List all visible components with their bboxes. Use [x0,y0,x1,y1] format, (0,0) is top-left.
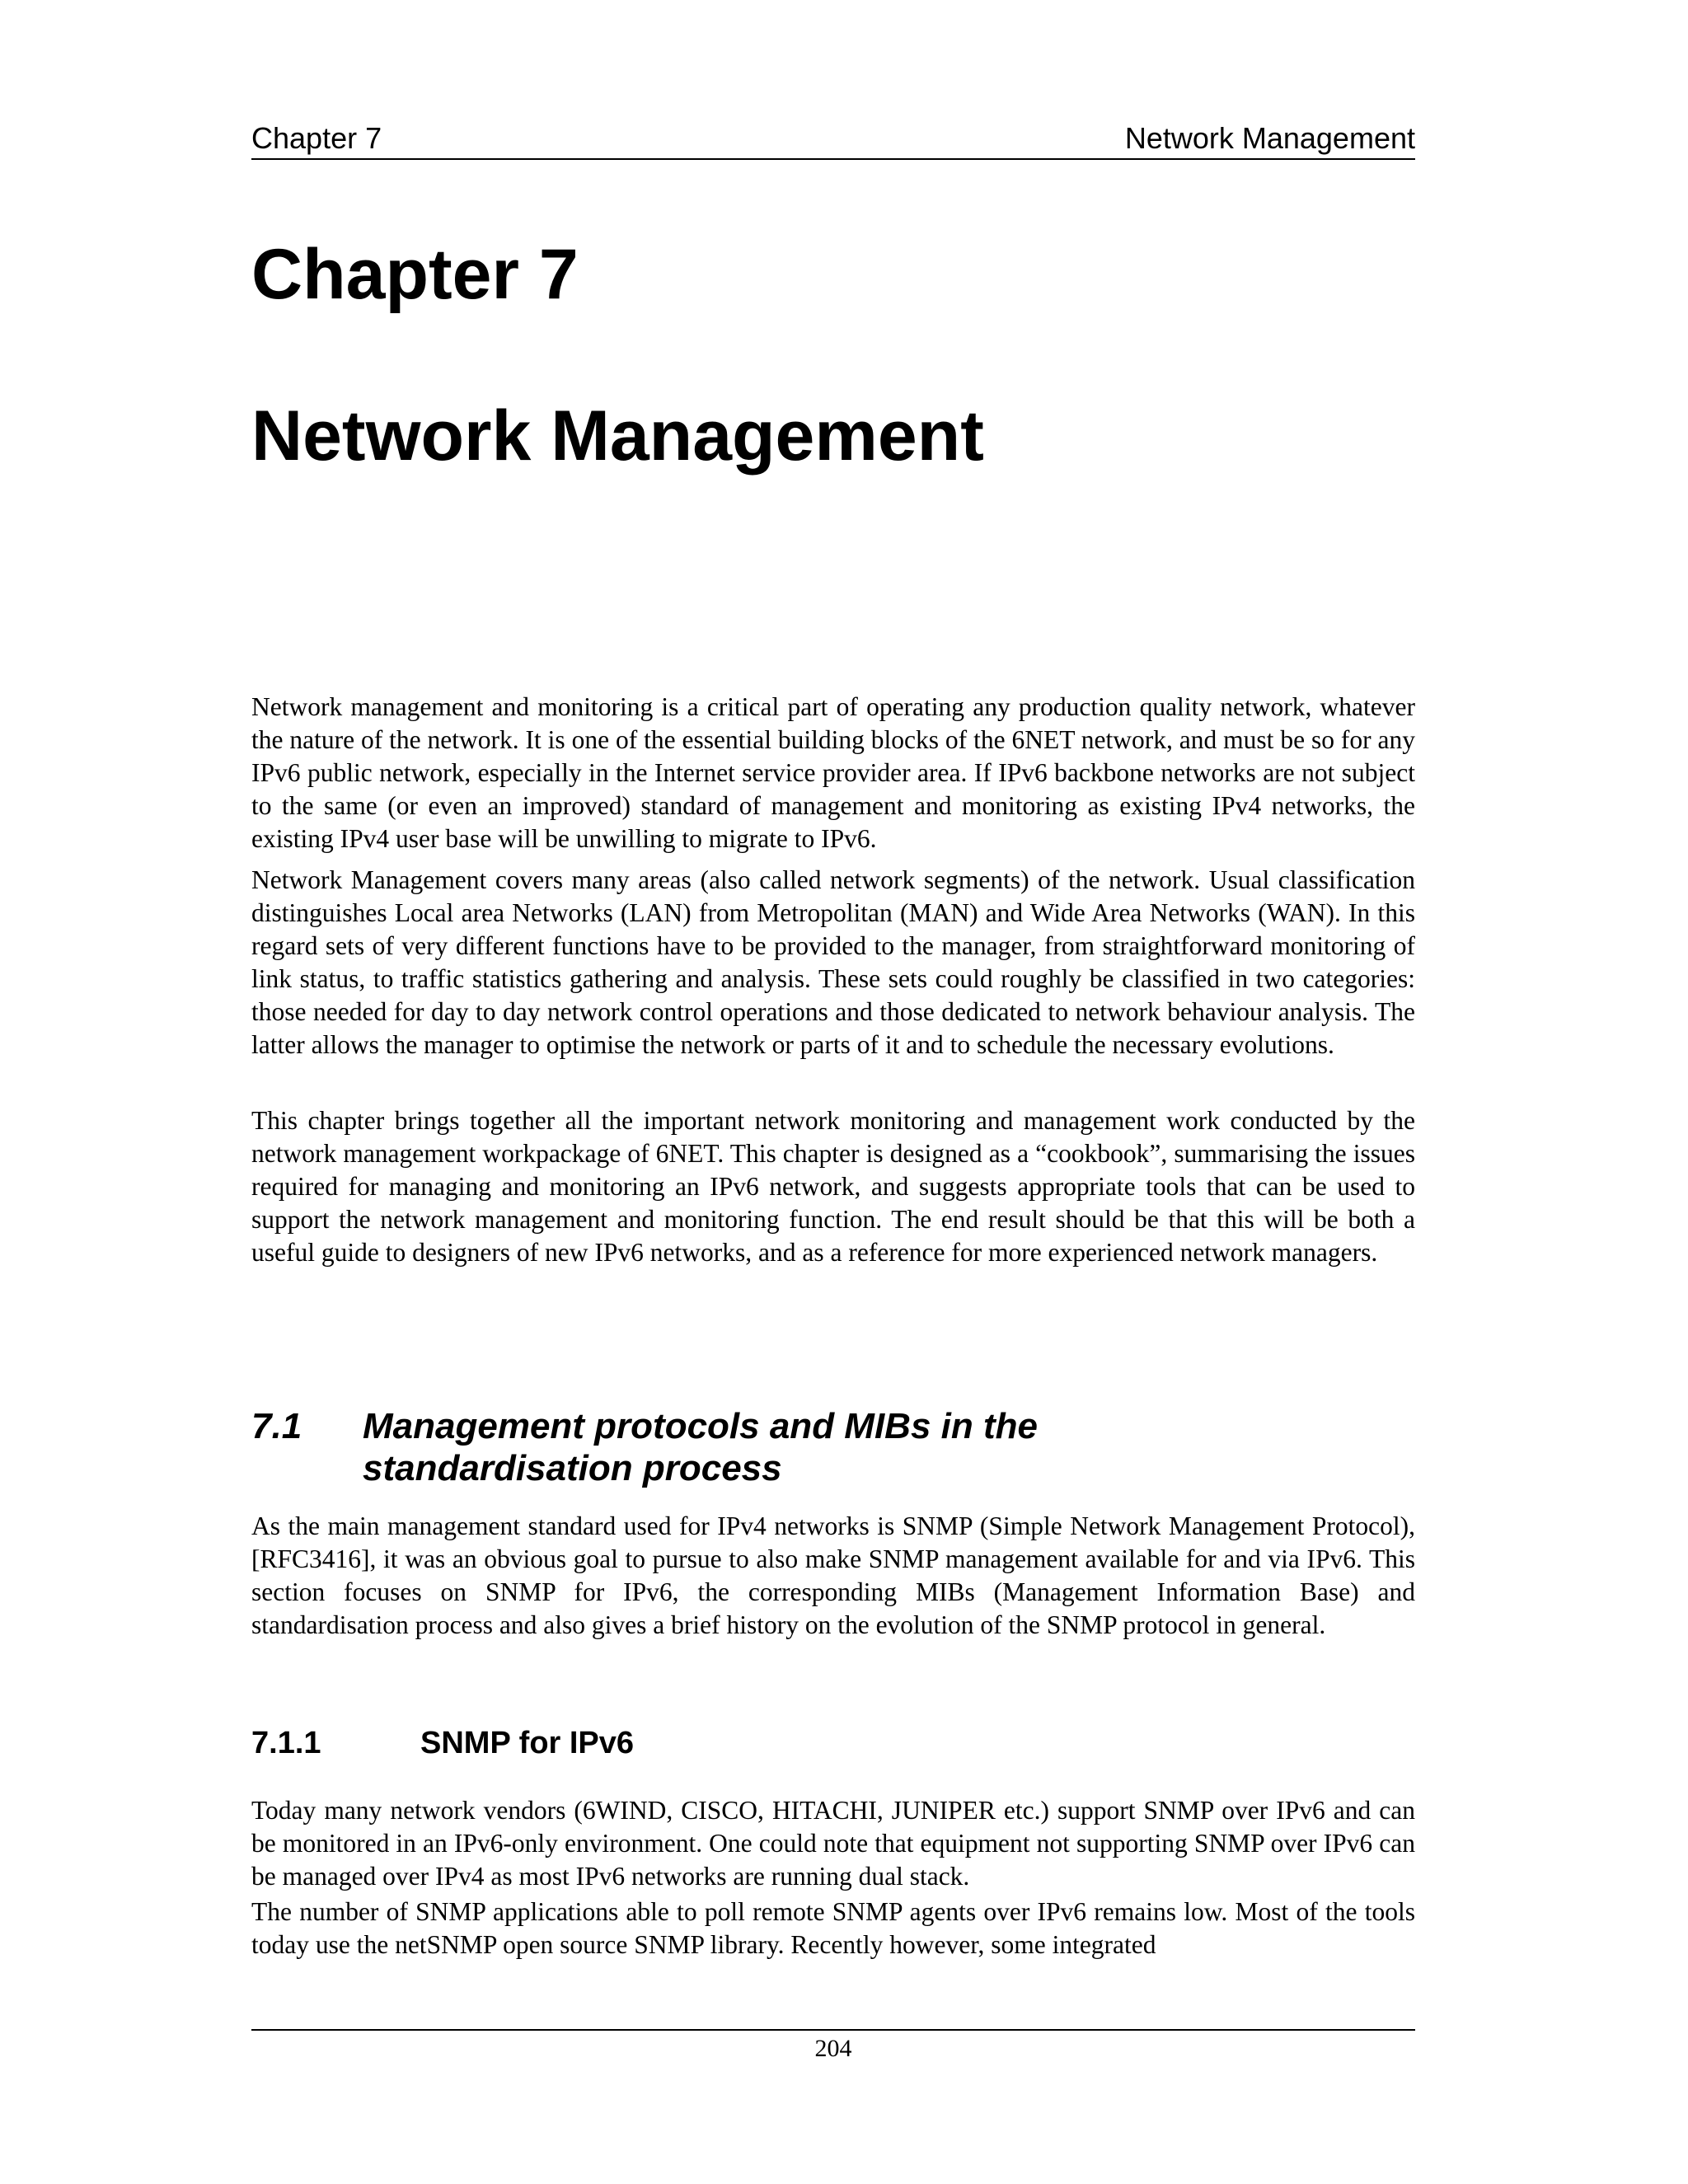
page-number: 204 [814,2035,852,2062]
chapter-number-heading: Chapter 7 [251,235,579,314]
section-heading-7-1 [251,1405,1415,1489]
running-header [251,122,1415,160]
subsection-number: 7.1.1 [251,1726,321,1760]
subsection-heading-7-1-1 [251,1724,634,1762]
header-chapter-title: Network Management [1124,121,1415,155]
intro-paragraph: Network management and monitoring is a critical part of operating any production quality network, whatever the nature of the network. It is one of the essential building blocks of the 6NET network, and must be so for any IPv6 public network, especially in the Internet service provider area. If IPv6 backbone networks are not subject to the same (or even an improved) standard of management and monitoring as existing IPv4 networks, the existing IPv4 user base will be unwilling to migrate to IPv6. [251,692,1415,853]
chapter-title-heading: Network Management [251,396,984,476]
header-chapter-label: Chapter 7 [251,121,382,155]
section-title: Management protocols and MIBs in the standardisation process [363,1406,1038,1488]
subsection-title: SNMP for IPv6 [420,1726,635,1760]
intro-paragraph: This chapter brings together all the important network monitoring and management work conducted by the network management workpackage of 6NET. This chapter is designed as a “cookbook”, summarising the issues required for managing and monitoring an IPv6 network, and suggests appropriate tools that can be used to support the network management and monitoring function. The end result should be that this will be both a useful guide to designers of new IPv6 networks, and as a reference for more experienced network managers. [251,1106,1415,1267]
section-number: 7.1 [251,1406,302,1446]
section-paragraph: As the main management standard used for IPv4 networks is SNMP (Simple Network Management Protocol), [RFC3416], it was an obvious goal to pursue to also make SNMP management available for and via IPv6. This section focuses on SNMP for IPv6, the corresponding MIBs (Management Information Base) and standardisation process and also gives a brief history on the evolution of the SNMP protocol in general. [251,1511,1415,1639]
intro-paragraph: Network Management covers many areas (also called network segments) of the network. Usual classification distinguishes Local area Networks (LAN) from Metropolitan (MAN) and Wide Area Networks (WAN). In this regard sets of very different functions have to be provided to the manager, from straightforward monitoring of link status, to traffic statistics gathering and analysis. These sets could roughly be classified in two categories: those needed for day to day network control operations and those dedicated to network behaviour analysis. The latter allows the manager to optimise the network or parts of it and to schedule the necessary evolutions. [251,865,1415,1059]
subsection-paragraph: Today many network vendors (6WIND, CISCO, HITACHI, JUNIPER etc.) support SNMP over IPv6 and can be monitored in an IPv6-only environment. One could note that equipment not supporting SNMP over IPv6 can be managed over IPv4 as most IPv6 networks are running dual stack. [251,1796,1415,1891]
subsection-paragraph: The number of SNMP applications able to poll remote SNMP agents over IPv6 remains low. Most of the tools today use the netSNMP open source SNMP library. Recently however, some integrated [251,1897,1415,1959]
footer-divider [251,2029,1415,2031]
